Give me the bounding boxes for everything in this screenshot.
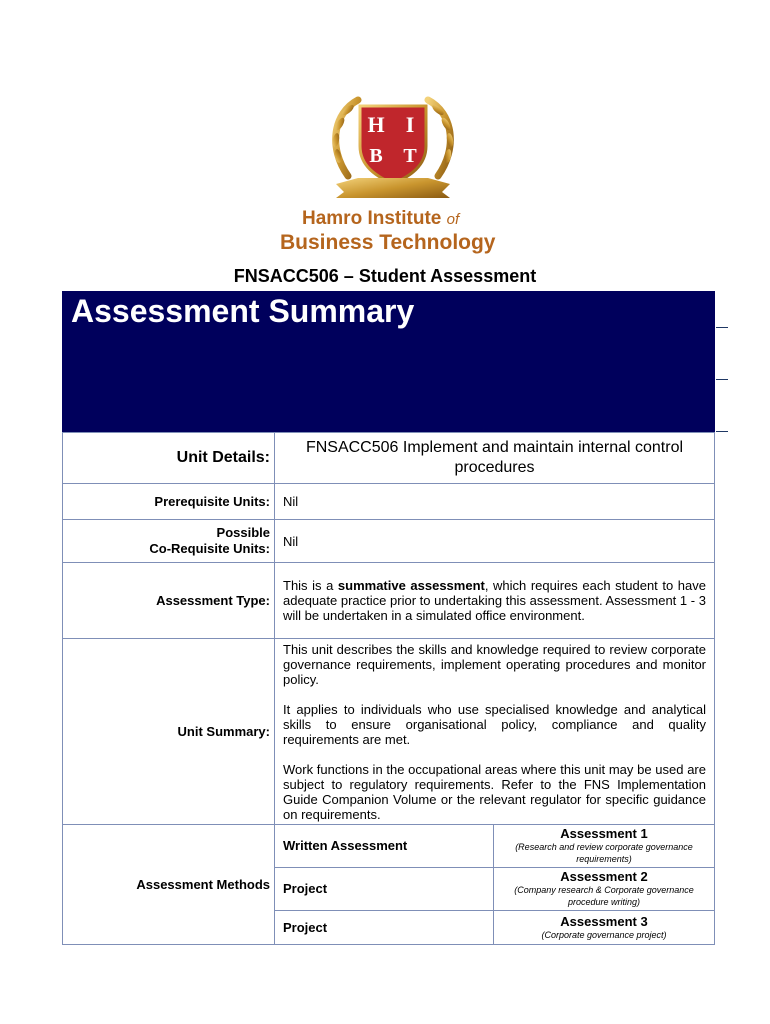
corequisite-value: Nil — [275, 520, 715, 563]
assessment-methods-row — [63, 825, 715, 945]
logo-name-line1 — [302, 208, 502, 230]
corequisite-row — [63, 520, 715, 563]
method-assessment-subtitle: (Corporate governance project) — [541, 929, 667, 940]
assessment-type-row — [63, 563, 715, 639]
assessment-type-label: Assessment Type: — [63, 563, 275, 639]
prerequisite-row — [63, 484, 715, 520]
method-assessment-title: Assessment 1 — [560, 826, 648, 842]
method-row — [275, 825, 714, 867]
unit-summary-row — [63, 639, 715, 825]
assessment-type-value — [275, 563, 715, 639]
method-row — [275, 910, 714, 944]
method-row — [275, 867, 714, 910]
unit-summary-paragraph: This unit describes the skills and knowledge required to review corporate governance requirements, implement operating procedures and monitor policy. — [283, 641, 706, 687]
margin-tick — [716, 379, 728, 380]
assessment-methods-table — [275, 825, 714, 944]
corequisite-label-line2: Co-Requisite Units: — [149, 541, 270, 556]
unit-details-label: Unit Details: — [63, 433, 275, 484]
corequisite-label-line1: Possible — [216, 525, 270, 540]
assessment-type-text-bold: summative assessment — [337, 578, 485, 593]
method-name: Project — [275, 910, 494, 944]
logo-name-line2: Business Technology — [280, 231, 496, 254]
logo-name-text: Hamro Institute — [302, 208, 442, 229]
unit-summary-paragraph: It applies to individuals who use specialised knowledge and analytical skills to ensure organisational policy, compliance and quality requirements are met. — [283, 701, 706, 747]
logo-letter-h: H — [367, 112, 385, 137]
assessment-summary-table — [62, 432, 715, 945]
method-assessment-subtitle: (Company research & Corporate governance procedure writing) — [514, 885, 694, 907]
prerequisite-label: Prerequisite Units: — [63, 484, 275, 520]
logo-letter-b: B — [369, 145, 383, 167]
document-title: FNSACC506 – Student Assessment — [233, 266, 537, 286]
unit-details-row — [63, 433, 715, 484]
logo-letter-i: I — [405, 112, 415, 137]
logo-name-of: of — [446, 211, 460, 228]
method-assessment — [494, 867, 715, 910]
corequisite-label — [63, 520, 275, 563]
summary-banner — [62, 291, 715, 432]
method-name: Project — [275, 867, 494, 910]
institute-logo — [280, 88, 505, 260]
assessment-type-text-after: , which requires each student to have adequate practice prior to undertaking this assessment. Assessment 1 - 3 will be undertaken in a simulated office environment. — [283, 578, 706, 623]
unit-summary-paragraph: Work functions in the occupational areas where this unit may be used are subject to regulatory requirements. Refer to the FNS Implementation Guide Companion Volume or the relevant regulator for specific guidance on requirements. — [283, 761, 706, 822]
unit-summary-label: Unit Summary: — [63, 639, 275, 825]
banner-title: Assessment Summary — [71, 293, 415, 329]
assessment-type-text-before: This is a — [283, 578, 338, 593]
assessment-type-text — [283, 578, 706, 623]
prerequisite-value: Nil — [275, 484, 715, 520]
method-assessment-title: Assessment 2 — [560, 869, 648, 884]
method-assessment — [494, 825, 715, 867]
logo-letter-t: T — [403, 145, 417, 167]
method-assessment-subtitle: (Research and review corporate governance requirements) — [515, 842, 693, 865]
assessment-methods-label: Assessment Methods — [63, 825, 275, 945]
method-assessment-title: Assessment 3 — [560, 913, 648, 929]
margin-tick — [716, 431, 728, 432]
unit-details-value: FNSACC506 Implement and maintain internal control procedures — [275, 433, 715, 484]
laurel-shield-emblem — [318, 88, 468, 203]
unit-summary-value — [275, 639, 715, 825]
margin-tick — [716, 327, 728, 328]
method-name: Written Assessment — [275, 825, 494, 867]
method-assessment — [494, 910, 715, 944]
assessment-methods-cell — [275, 825, 715, 945]
